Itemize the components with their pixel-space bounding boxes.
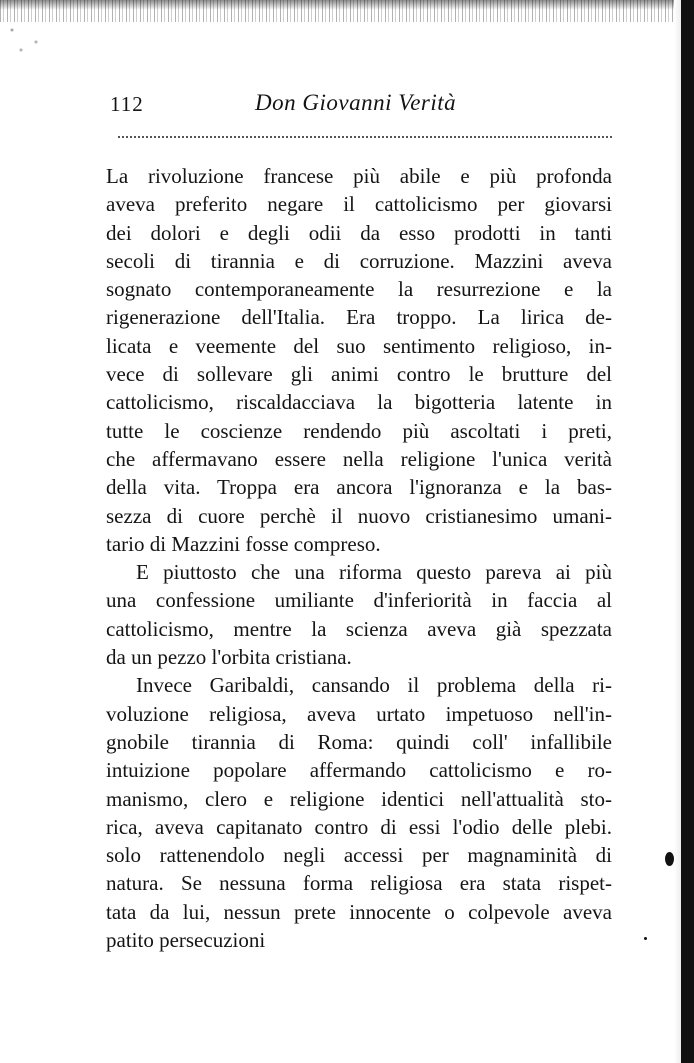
text-line: cattolicismo, riscaldacciava la bigotteria latente in [106,390,612,415]
text-line: secoli di tirannia e di corruzione. Mazzini aveva [106,248,612,273]
text-line: voluzione religiosa, aveva urtato impetuoso nell'in- [106,701,612,726]
page-gutter [674,0,681,1063]
text-line: cattolicismo, mentre la scienza aveva già spezzata [106,616,612,641]
text-line: tata da lui, nessun prete innocente o colpevole aveva [106,899,612,924]
text-line: sezza di cuore perchè il nuovo cristianesimo umani- [106,503,612,528]
page-number: 112 [110,92,144,116]
text-line: La rivoluzione francese più abile e più profonda [106,164,612,188]
header-rule [118,136,612,138]
text-line: E piuttosto che una riforma questo pareva ai più [136,560,612,585]
text-line: una confessione umiliante d'inferiorità in faccia al [106,588,612,613]
body-text [106,162,612,954]
paragraph-1 [106,162,612,558]
scan-right-edge [681,0,694,1063]
text-line: dei dolori e degli odii da esso prodotti in tanti [106,220,612,245]
scan-specks [0,18,60,58]
text-line: natura. Se nessuna forma religiosa era stata rispet- [106,871,612,896]
scan-top-shadow [0,0,694,10]
text-line: manismo, clero e religione identici nell'attualità sto- [106,786,612,811]
running-title: Don Giovanni Verità [255,90,457,115]
text-line: intuizione popolare affermando cattolicismo e ro- [106,758,612,783]
text-line: vece di sollevare gli animi contro le brutture del [106,362,612,387]
paragraph-2 [106,558,612,671]
text-line: solo rattenendolo negli accessi per magnaminità di [106,843,612,868]
text-line: tario di Mazzini fosse compreso. [106,531,381,556]
paragraph-3 [106,671,612,954]
ink-speck [665,852,674,866]
text-line: licata e veemente del suo sentimento religioso, in- [106,333,612,358]
text-line: sognato contemporaneamente la resurrezione e la [106,277,612,302]
text-line: che affermavano essere nella religione l'unica verità [106,446,612,471]
text-line: patito persecuzioni [106,928,266,953]
text-line: Invece Garibaldi, cansando il problema della ri- [136,673,612,698]
text-line: aveva preferito negare il cattolicismo per giovarsi [106,192,612,217]
text-line: gnobile tirannia di Roma: quindi coll' infallibile [106,729,612,754]
text-line: da un pezzo l'orbita cristiana. [106,645,352,670]
text-line: rica, aveva capitanato contro di essi l'odio delle plebi. [106,814,612,839]
text-line: della vita. Troppa era ancora l'ignoranza e la bas- [106,475,612,500]
text-line: rigenerazione dell'Italia. Era troppo. La lirica de- [106,305,612,330]
ink-speck [644,937,647,940]
text-line: tutte le coscienze rendendo più ascoltati i preti, [106,418,612,443]
